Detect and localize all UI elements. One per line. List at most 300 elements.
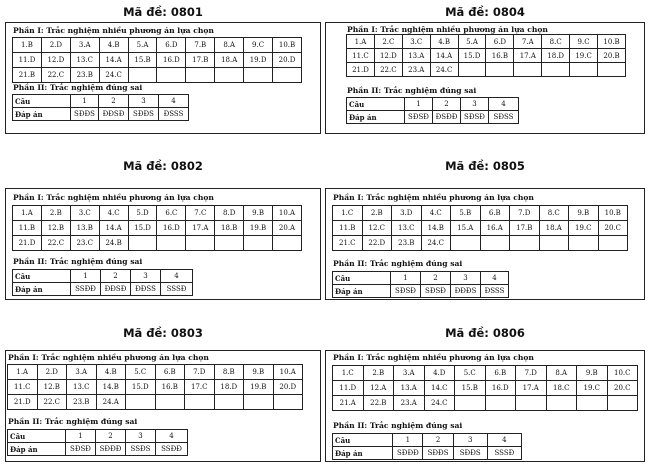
- answer-cell: 17.A: [516, 381, 547, 396]
- true-false-answer-cell: ĐSSS: [159, 108, 189, 121]
- answer-cell: 14.A: [99, 53, 128, 68]
- multiple-choice-table: [346, 34, 626, 77]
- question-number-cell: 1: [393, 434, 423, 447]
- true-false-answer-cell: ĐĐSS: [131, 283, 161, 296]
- true-false-table: [12, 269, 193, 296]
- true-false-table: [332, 271, 509, 298]
- answer-cell: 4.B: [430, 35, 458, 49]
- answer-cell: 21.D: [347, 63, 375, 77]
- row-header-answer: Đáp án: [333, 447, 393, 460]
- table-row: [8, 380, 303, 395]
- answer-cell: 6.B: [485, 366, 516, 381]
- question-number-cell: 4: [481, 272, 509, 285]
- answer-cell: [510, 236, 540, 251]
- answer-cell: 16.A: [480, 221, 510, 236]
- answer-cell: [215, 236, 244, 251]
- table-row: [8, 395, 303, 410]
- answer-key-panel: [5, 188, 321, 300]
- answer-cell: 11.D: [13, 53, 42, 68]
- exam-code-title: Mã đề: 0805: [445, 159, 525, 173]
- section-2-title: Phần II: Trắc nghiệm đúng sai: [8, 417, 138, 426]
- answer-cell: 18.A: [215, 53, 244, 68]
- section-1-title: Phần I: Trắc nghiệm nhiều phương án lựa chọn: [347, 25, 548, 34]
- table-row: [347, 35, 626, 49]
- answer-cell: 9.B: [244, 365, 274, 380]
- answer-cell: 11.C: [347, 49, 375, 63]
- answer-cell: [570, 63, 598, 77]
- answer-cell: 13.C: [392, 221, 422, 236]
- multiple-choice-table: [332, 205, 628, 251]
- question-number-cell: 1: [71, 270, 101, 283]
- answer-cell: 4.C: [421, 206, 451, 221]
- true-false-answer-cell: SSĐĐ: [71, 283, 101, 296]
- answer-cell: 23.B: [70, 68, 99, 83]
- answer-key-panel: [325, 22, 645, 134]
- answer-cell: 5.C: [455, 366, 486, 381]
- row-header-answer: Đáp án: [13, 283, 71, 296]
- answer-cell: 10.B: [598, 35, 626, 49]
- answer-cell: 20.D: [273, 53, 302, 68]
- answer-cell: 10.A: [273, 206, 302, 221]
- section-1-title: Phần I: Trắc nghiệm nhiều phương án lựa chọn: [333, 193, 534, 202]
- answer-cell: 14.C: [424, 381, 455, 396]
- answer-cell: 12.D: [41, 53, 70, 68]
- table-row: [333, 434, 522, 447]
- answer-cell: 13.C: [70, 53, 99, 68]
- answer-cell: 17.B: [510, 221, 540, 236]
- answer-cell: 17.A: [514, 49, 542, 63]
- answer-cell: 20.C: [598, 221, 628, 236]
- answer-cell: [577, 396, 608, 411]
- answer-cell: 16.D: [485, 381, 516, 396]
- answer-cell: [598, 63, 626, 77]
- table-row: [13, 270, 193, 283]
- answer-cell: 13.A: [394, 381, 425, 396]
- answer-cell: 6.C: [157, 206, 186, 221]
- multiple-choice-table: [332, 365, 638, 411]
- answer-cell: 1.A: [347, 35, 375, 49]
- multiple-choice-table: [12, 205, 302, 251]
- answer-cell: 13.C: [67, 380, 97, 395]
- table-row: [8, 443, 188, 456]
- table-row: [13, 108, 189, 121]
- answer-cell: [128, 236, 157, 251]
- answer-cell: 24.C: [424, 396, 455, 411]
- true-false-table: [346, 97, 519, 124]
- answer-cell: 13.B: [70, 221, 99, 236]
- answer-cell: 8.A: [215, 38, 244, 53]
- answer-cell: [598, 236, 628, 251]
- answer-cell: [273, 68, 302, 83]
- answer-cell: 10.C: [607, 366, 638, 381]
- answer-cell: 12.B: [37, 380, 67, 395]
- answer-cell: 13.A: [402, 49, 430, 63]
- answer-cell: 18.D: [542, 49, 570, 63]
- answer-cell: 2.B: [362, 206, 392, 221]
- answer-cell: [485, 396, 516, 411]
- question-number-cell: 2: [99, 95, 129, 108]
- section-2-title: Phần II: Trắc nghiệm đúng sai: [347, 86, 477, 95]
- table-row: [13, 283, 193, 296]
- answer-cell: 11.D: [333, 381, 364, 396]
- multiple-choice-table: [12, 37, 302, 83]
- answer-cell: 22.D: [362, 236, 392, 251]
- question-number-cell: 4: [489, 98, 519, 111]
- question-number-cell: 3: [126, 430, 156, 443]
- answer-cell: [157, 68, 186, 83]
- exam-code-title: Mã đề: 0801: [123, 5, 203, 19]
- answer-cell: [546, 396, 577, 411]
- question-number-cell: 3: [131, 270, 161, 283]
- true-false-answer-cell: ĐSĐĐ: [433, 111, 461, 124]
- table-row: [333, 447, 522, 460]
- answer-cell: 9.C: [244, 38, 273, 53]
- answer-cell: [273, 236, 302, 251]
- multiple-choice-table: [7, 364, 303, 410]
- answer-cell: 23.A: [394, 396, 425, 411]
- answer-cell: 8.D: [215, 206, 244, 221]
- answer-cell: 17.C: [185, 380, 215, 395]
- question-number-cell: 3: [453, 434, 487, 447]
- question-number-cell: 4: [159, 95, 189, 108]
- answer-key-panel: [325, 188, 645, 300]
- answer-cell: [128, 68, 157, 83]
- answer-cell: 9.B: [569, 206, 599, 221]
- answer-cell: 11.B: [13, 221, 42, 236]
- answer-cell: 12.B: [41, 221, 70, 236]
- answer-cell: 7.B: [186, 38, 215, 53]
- answer-cell: 14.A: [430, 49, 458, 63]
- answer-cell: 17.A: [186, 221, 215, 236]
- answer-cell: 10.B: [598, 206, 628, 221]
- table-row: [13, 221, 302, 236]
- row-header-answer: Đáp án: [8, 443, 66, 456]
- exam-code-title: Mã đề: 0803: [123, 326, 203, 340]
- answer-cell: 19.C: [569, 221, 599, 236]
- answer-cell: 4.B: [99, 38, 128, 53]
- answer-cell: 22.C: [41, 236, 70, 251]
- answer-cell: 18.D: [214, 380, 244, 395]
- answer-cell: 9.B: [244, 206, 273, 221]
- true-false-answer-cell: SĐĐS: [453, 447, 487, 460]
- answer-cell: 20.D: [273, 380, 303, 395]
- answer-cell: 19.B: [244, 380, 274, 395]
- answer-cell: 2.C: [374, 35, 402, 49]
- exam-code-title: Mã đề: 0804: [445, 5, 525, 19]
- answer-cell: [455, 396, 486, 411]
- answer-cell: 3.C: [402, 35, 430, 49]
- answer-cell: 9.C: [570, 35, 598, 49]
- answer-cell: 7.A: [514, 35, 542, 49]
- table-row: [13, 68, 302, 83]
- question-number-cell: 2: [423, 434, 453, 447]
- answer-key-panel: [5, 350, 321, 462]
- answer-cell: [486, 63, 514, 77]
- answer-cell: 2.D: [41, 38, 70, 53]
- true-false-answer-cell: SĐSĐ: [66, 443, 96, 456]
- answer-cell: 7.D: [516, 366, 547, 381]
- answer-cell: [186, 68, 215, 83]
- answer-cell: 22.C: [374, 63, 402, 77]
- section-1-title: Phần I: Trắc nghiệm nhiều phương án lựa chọn: [333, 353, 534, 362]
- answer-cell: 2.B: [41, 206, 70, 221]
- true-false-answer-cell: SĐSĐ: [405, 111, 433, 124]
- answer-cell: 5.B: [451, 206, 481, 221]
- true-false-answer-cell: SĐĐS: [423, 447, 453, 460]
- table-row: [333, 285, 509, 298]
- answer-cell: 18.B: [215, 221, 244, 236]
- true-false-answer-cell: ĐĐSĐ: [101, 283, 131, 296]
- answer-cell: 12.A: [363, 381, 394, 396]
- answer-cell: 15.D: [126, 380, 156, 395]
- answer-cell: 5.A: [458, 35, 486, 49]
- true-false-answer-cell: ĐĐSĐ: [99, 108, 129, 121]
- table-row: [8, 430, 188, 443]
- table-row: [13, 206, 302, 221]
- answer-cell: 18.C: [546, 381, 577, 396]
- answer-cell: 10.A: [273, 365, 303, 380]
- section-2-title: Phần II: Trắc nghiệm đúng sai: [13, 83, 143, 92]
- question-number-cell: 1: [391, 272, 421, 285]
- question-number-cell: 2: [421, 272, 451, 285]
- answer-cell: 16.D: [157, 221, 186, 236]
- row-header-question: Câu: [13, 95, 71, 108]
- answer-cell: 23.A: [402, 63, 430, 77]
- answer-cell: [155, 395, 185, 410]
- table-row: [347, 49, 626, 63]
- answer-cell: 12.D: [374, 49, 402, 63]
- answer-cell: 21.D: [13, 236, 42, 251]
- answer-cell: 4.B: [96, 365, 126, 380]
- answer-cell: 15.D: [128, 221, 157, 236]
- answer-cell: 19.C: [577, 381, 608, 396]
- answer-cell: [542, 63, 570, 77]
- true-false-answer-cell: SĐSĐ: [391, 285, 421, 298]
- answer-cell: 20.A: [273, 221, 302, 236]
- answer-cell: 21.B: [13, 68, 42, 83]
- row-header-answer: Đáp án: [347, 111, 405, 124]
- answer-cell: 19.C: [570, 49, 598, 63]
- answer-cell: 7.C: [186, 206, 215, 221]
- answer-cell: 19.D: [244, 53, 273, 68]
- true-false-table: [7, 429, 188, 456]
- answer-cell: [273, 395, 303, 410]
- answer-cell: [451, 236, 481, 251]
- answer-cell: 3.A: [394, 366, 425, 381]
- true-false-answer-cell: SĐSĐ: [421, 285, 451, 298]
- true-false-table: [332, 433, 522, 460]
- question-number-cell: 2: [96, 430, 126, 443]
- answer-cell: 15.D: [458, 49, 486, 63]
- answer-cell: [480, 236, 510, 251]
- answer-cell: 8.C: [539, 206, 569, 221]
- true-false-answer-cell: SSĐS: [126, 443, 156, 456]
- true-false-answer-cell: SĐSS: [489, 111, 519, 124]
- answer-cell: [514, 63, 542, 77]
- answer-cell: [244, 395, 274, 410]
- true-false-answer-cell: SĐĐĐ: [393, 447, 423, 460]
- answer-cell: 15.B: [455, 381, 486, 396]
- answer-cell: 14.B: [96, 380, 126, 395]
- table-row: [333, 366, 638, 381]
- row-header-question: Câu: [13, 270, 71, 283]
- answer-cell: 7.D: [185, 365, 215, 380]
- answer-cell: [569, 236, 599, 251]
- answer-cell: 20.C: [607, 381, 638, 396]
- question-number-cell: 2: [101, 270, 131, 283]
- answer-cell: 18.A: [539, 221, 569, 236]
- answer-cell: 21.D: [8, 395, 38, 410]
- answer-cell: 6.B: [155, 365, 185, 380]
- answer-cell: [157, 236, 186, 251]
- section-1-title: Phần I: Trắc nghiệm nhiều phương án lựa chọn: [13, 193, 214, 202]
- question-number-cell: 1: [66, 430, 96, 443]
- answer-cell: [516, 396, 547, 411]
- answer-cell: [215, 68, 244, 83]
- table-row: [333, 396, 638, 411]
- answer-cell: 9.B: [577, 366, 608, 381]
- table-row: [333, 236, 628, 251]
- answer-cell: 14.A: [99, 221, 128, 236]
- answer-cell: [607, 396, 638, 411]
- answer-cell: 20.B: [598, 49, 626, 63]
- answer-key-panel: [5, 22, 321, 134]
- table-row: [347, 98, 519, 111]
- answer-cell: 22.B: [363, 396, 394, 411]
- answer-cell: [539, 236, 569, 251]
- answer-cell: 8.C: [542, 35, 570, 49]
- answer-cell: 21.C: [333, 236, 363, 251]
- answer-cell: 8.A: [546, 366, 577, 381]
- answer-cell: 23.C: [70, 236, 99, 251]
- true-false-answer-cell: SĐĐS: [129, 108, 159, 121]
- answer-cell: 1.A: [13, 206, 42, 221]
- answer-cell: 23.B: [392, 236, 422, 251]
- table-row: [8, 365, 303, 380]
- section-1-title: Phần I: Trắc nghiệm nhiều phương án lựa chọn: [8, 353, 209, 362]
- section-2-title: Phần II: Trắc nghiệm đúng sai: [13, 257, 143, 266]
- answer-cell: [214, 395, 244, 410]
- answer-cell: 3.C: [70, 206, 99, 221]
- answer-cell: 16.D: [157, 53, 186, 68]
- answer-cell: 2.D: [37, 365, 67, 380]
- row-header-question: Câu: [333, 434, 393, 447]
- true-false-answer-cell: ĐĐĐS: [451, 285, 481, 298]
- question-number-cell: 1: [405, 98, 433, 111]
- true-false-answer-cell: SĐĐS: [71, 108, 99, 121]
- section-2-title: Phần II: Trắc nghiệm đúng sai: [333, 259, 463, 268]
- answer-cell: 7.D: [510, 206, 540, 221]
- table-row: [333, 272, 509, 285]
- answer-cell: 22.C: [37, 395, 67, 410]
- row-header-question: Câu: [333, 272, 391, 285]
- answer-cell: 1.C: [333, 366, 364, 381]
- answer-cell: 16.B: [486, 49, 514, 63]
- true-false-answer-cell: SSSĐ: [161, 283, 193, 296]
- table-row: [347, 111, 519, 124]
- answer-cell: 1.C: [333, 206, 363, 221]
- answer-cell: [185, 395, 215, 410]
- answer-cell: 2.B: [363, 366, 394, 381]
- table-row: [13, 95, 189, 108]
- question-number-cell: 1: [71, 95, 99, 108]
- table-row: [13, 53, 302, 68]
- table-row: [333, 206, 628, 221]
- answer-cell: [244, 236, 273, 251]
- answer-cell: 16.B: [155, 380, 185, 395]
- answer-cell: 11.C: [8, 380, 38, 395]
- answer-cell: [458, 63, 486, 77]
- answer-cell: 4.C: [99, 206, 128, 221]
- row-header-question: Câu: [347, 98, 405, 111]
- row-header-answer: Đáp án: [13, 108, 71, 121]
- answer-cell: [186, 236, 215, 251]
- answer-cell: 5.D: [128, 206, 157, 221]
- answer-cell: 1.A: [8, 365, 38, 380]
- answer-cell: 3.A: [67, 365, 97, 380]
- answer-cell: 24.C: [421, 236, 451, 251]
- answer-cell: 8.B: [214, 365, 244, 380]
- answer-cell: 4.D: [424, 366, 455, 381]
- answer-cell: 3.D: [392, 206, 422, 221]
- question-number-cell: 4: [161, 270, 193, 283]
- true-false-answer-cell: ĐSSS: [481, 285, 509, 298]
- true-false-table: [12, 94, 189, 121]
- answer-cell: 15.A: [451, 221, 481, 236]
- section-1-title: Phần I: Trắc nghiệm nhiều phương án lựa chọn: [13, 26, 214, 35]
- true-false-answer-cell: SSSĐ: [487, 447, 521, 460]
- answer-cell: [126, 395, 156, 410]
- answer-cell: 21.A: [333, 396, 364, 411]
- question-number-cell: 3: [451, 272, 481, 285]
- row-header-answer: Đáp án: [333, 285, 391, 298]
- answer-cell: 23.B: [67, 395, 97, 410]
- question-number-cell: 4: [156, 430, 188, 443]
- question-number-cell: 3: [461, 98, 489, 111]
- answer-cell: 12.C: [362, 221, 392, 236]
- answer-cell: 19.B: [244, 221, 273, 236]
- answer-cell: 24.B: [99, 236, 128, 251]
- answer-key-panel: [325, 350, 645, 462]
- answer-cell: 6.B: [480, 206, 510, 221]
- table-row: [347, 63, 626, 77]
- answer-cell: 6.D: [486, 35, 514, 49]
- answer-cell: 24.C: [430, 63, 458, 77]
- answer-cell: 3.A: [70, 38, 99, 53]
- question-number-cell: 4: [487, 434, 521, 447]
- answer-cell: 1.B: [13, 38, 42, 53]
- section-2-title: Phần II: Trắc nghiệm đúng sai: [333, 421, 463, 430]
- answer-cell: 6.D: [157, 38, 186, 53]
- true-false-answer-cell: SĐSĐ: [461, 111, 489, 124]
- question-number-cell: 3: [129, 95, 159, 108]
- table-row: [13, 38, 302, 53]
- answer-cell: 11.B: [333, 221, 363, 236]
- answer-cell: 5.C: [126, 365, 156, 380]
- answer-cell: 22.C: [41, 68, 70, 83]
- answer-cell: 24.C: [99, 68, 128, 83]
- answer-cell: 14.B: [421, 221, 451, 236]
- answer-cell: 17.B: [186, 53, 215, 68]
- question-number-cell: 2: [433, 98, 461, 111]
- table-row: [333, 221, 628, 236]
- answer-cell: 15.B: [128, 53, 157, 68]
- true-false-answer-cell: SSĐĐ: [156, 443, 188, 456]
- table-row: [13, 236, 302, 251]
- answer-cell: 24.A: [96, 395, 126, 410]
- exam-code-title: Mã đề: 0802: [123, 159, 203, 173]
- exam-code-title: Mã đề: 0806: [445, 326, 525, 340]
